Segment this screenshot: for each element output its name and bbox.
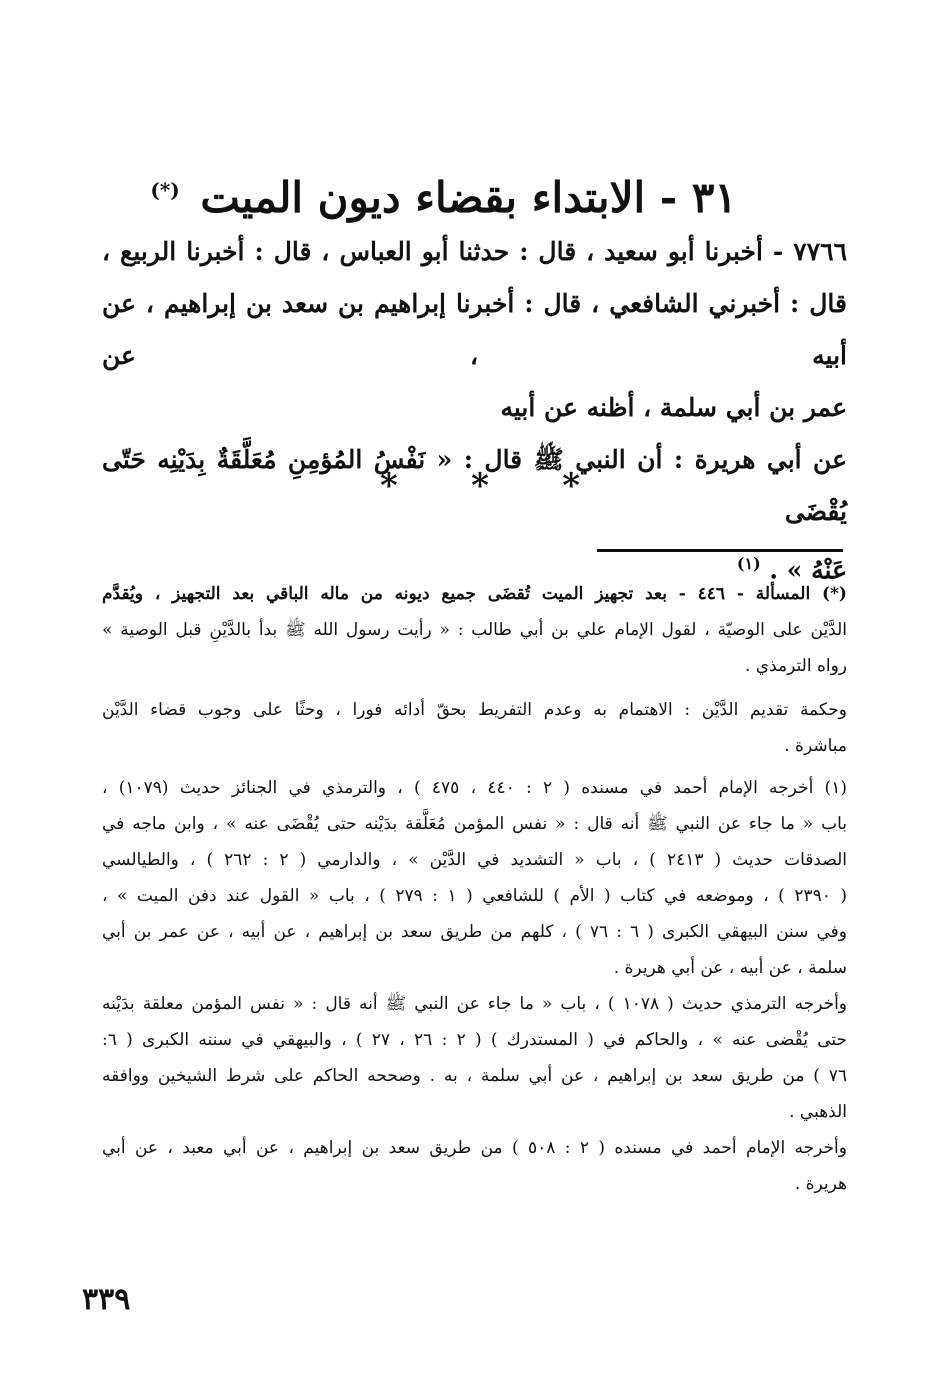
hadith-text xyxy=(102,226,847,596)
chapter-heading-text: ٣١ - الابتداء بقضاء ديون الميت xyxy=(200,173,737,222)
footnote-line: هريرة . xyxy=(794,1174,847,1194)
footnote-line: مباشرة . xyxy=(784,736,847,756)
footnote-line: رواه الترمذي . xyxy=(744,656,847,676)
section-separator xyxy=(380,466,580,506)
footnote-line: (١) أخرجه الإمام أحمد في مسنده ( ٢ : ٤٤٠ ، ٤٧٥ ) ، والترمذي في الجنائز حديث (١٠٧٩) ، xyxy=(102,778,847,798)
page-number: ٣٣٩ xyxy=(82,1282,131,1317)
footnote-line: (*) المسألة - ٤٤٦ - بعد تجهيز الميت تُقضَى جميع ديونه من ماله الباقي بعد التجهيز ، ويُقدَّم xyxy=(102,584,847,604)
footnote-line: وحكمة تقديم الدَّيْن : الاهتمام به وعدم التفريط بحقّ أدائه فورا ، وحثًا على وجوب قضاء الدَّيْن xyxy=(102,700,847,720)
footnote-line: وأخرجه الترمذي حديث ( ١٠٧٨ ) ، باب « ما جاء عن النبي ﷺ أنه قال : « نفس المؤمن معلقة بدَيْنه xyxy=(102,994,848,1014)
footnote-line: وفي سنن البيهقي الكبرى ( ٦ : ٧٦ ) ، كلهم من طريق سعد بن إبراهيم ، عن أبيه ، عن عمر بن أبي xyxy=(102,922,847,942)
hadith-footnote-marker: (١) xyxy=(736,554,761,573)
footnotes xyxy=(102,576,847,1202)
footnote-line: ٧٦ ) من طريق سعد بن إبراهيم ، عن أبي سلمة ، به . وصححه الحاكم على شرط الشيخين ووافقه xyxy=(102,1066,847,1086)
chapter-heading xyxy=(150,160,737,228)
hadith-line: عَنْهُ » . xyxy=(769,555,847,585)
separator-star: * xyxy=(471,466,489,506)
separator-star: * xyxy=(562,466,580,506)
separator-star: * xyxy=(380,466,398,506)
footnote-line: الدَّيْن على الوصيّة ، لقول الإمام علي بن أبي طالب : « رأيت رسول الله ﷺ بدأ بالدَّيْنِ قبل الوصية » xyxy=(102,620,847,640)
footnote-line: ( ٢٣٩٠ ) ، وموضعه في كتاب ( الأم ) للشافعي ( ١ : ٢٧٩ ) ، باب « القول عند دفن الميت » ، xyxy=(102,886,847,906)
hadith-line: عمر بن أبي سلمة ، أظنه عن أبيه xyxy=(500,393,847,422)
footnote-line: حتى يُقْضى عنه » ، والحاكم في ( المستدرك ) ( ٢ : ٢٦ ، ٢٧ ) ، والبيهقي في سننه الكبرى ( ٦: xyxy=(102,1030,847,1050)
hadith-line: ٧٧٦٦ - أخبرنا أبو سعيد ، قال : حدثنا أبو العباس ، قال : أخبرنا الربيع ، xyxy=(102,237,847,266)
footnote-line: الصدقات حديث ( ٢٤١٣ ) ، باب « التشديد في الدَّيْن » ، والدارمي ( ٢ : ٢٦٢ ) ، والطيالسي xyxy=(102,850,847,870)
chapter-footnote-marker: (*) xyxy=(150,178,180,202)
hadith-line: عن أبي هريرة : أن النبي ﷺ قال : « نَفْسُ المُؤمِنِ مُعَلَّقَةٌ بِدَيْنِه حَتّى يُقْضَى xyxy=(102,445,847,526)
footnote-line: وأخرجه الإمام أحمد في مسنده ( ٢ : ٥٠٨ ) من طريق سعد بن إبراهيم ، عن أبي معبد ، عن أبي xyxy=(102,1138,847,1158)
footnote-line: الذهبي . xyxy=(789,1102,847,1122)
hadith-line: قال : أخبرني الشافعي ، قال : أخبرنا إبراهيم بن سعد بن إبراهيم ، عن أبيه ، عن xyxy=(102,289,847,370)
footnote-line: سلمة ، عن أبيه ، عن أبي هريرة . xyxy=(613,958,847,978)
footnote-line: باب « ما جاء عن النبي ﷺ أنه قال : « نفس المؤمن مُعَلَّقة بدَيْنه حتى يُقْضَى عنه » ، وابن ماجه في xyxy=(102,814,847,834)
footnote-divider xyxy=(597,549,843,552)
